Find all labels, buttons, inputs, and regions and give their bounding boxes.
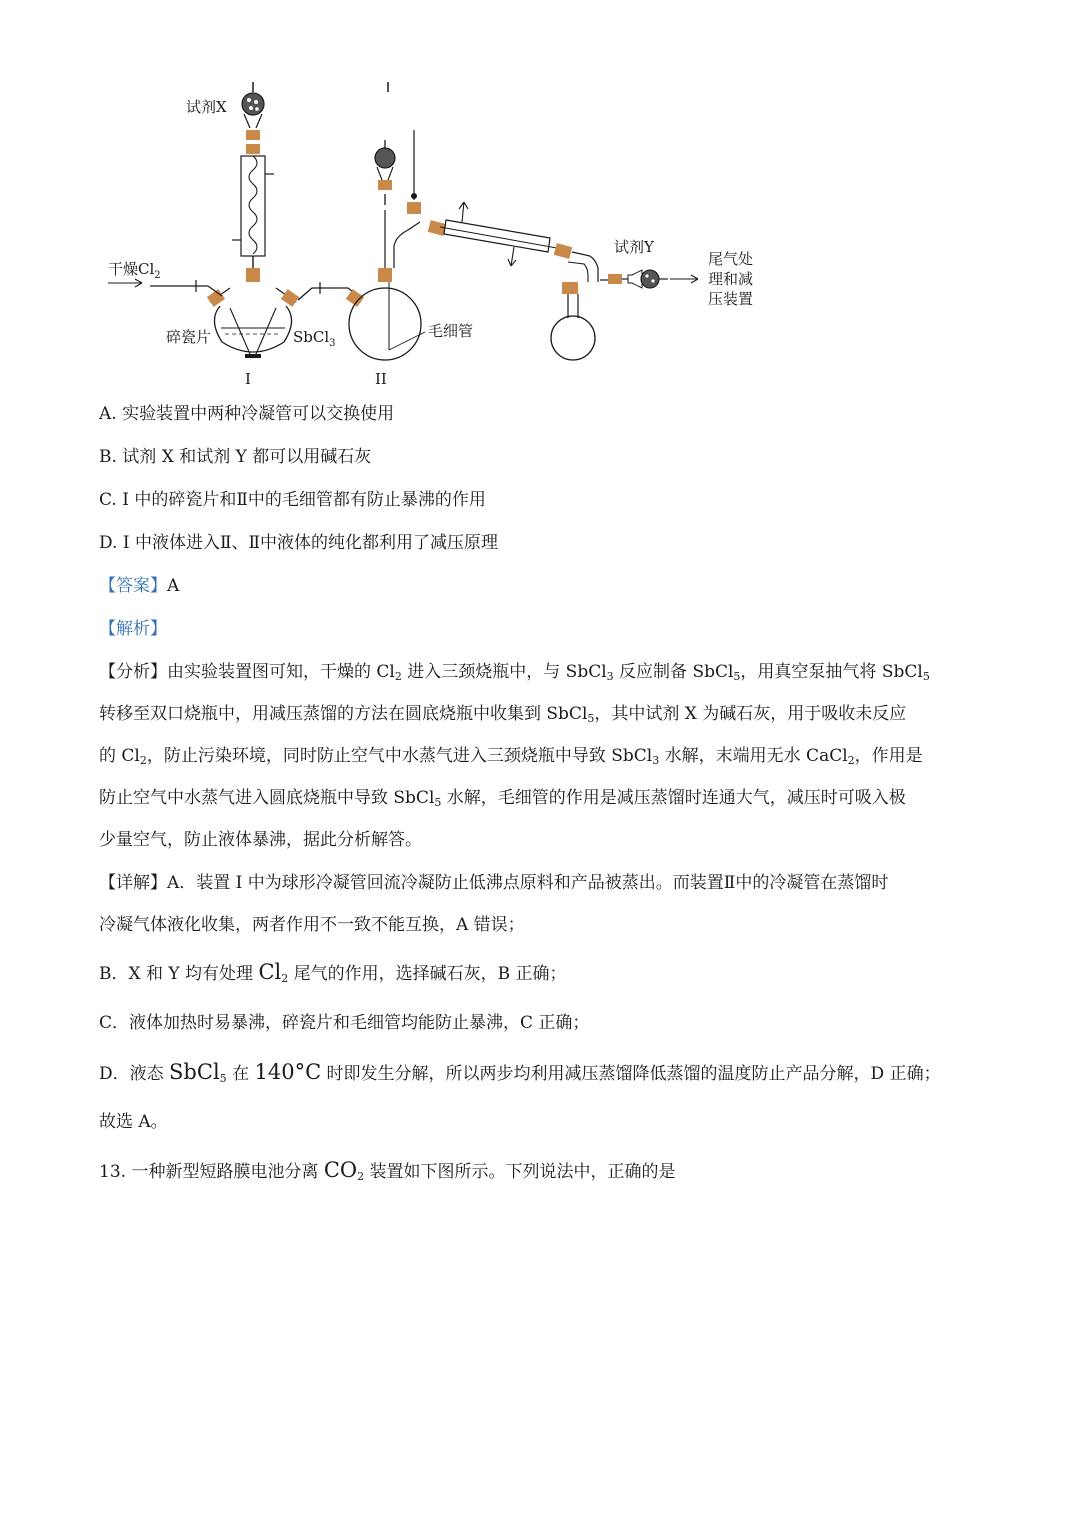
question-13: 13. 一种新型短路膜电池分离 $CO_2$ 装置如下图所示。下列说法中，正确的是 (99, 1158, 676, 1183)
three-neck-flask (108, 279, 299, 358)
detail-line-2: 冷凝气体液化收集，两者作用不一致不能互换，A 错误； (99, 915, 525, 935)
answer-value: A (167, 576, 180, 596)
receiving-flask (551, 274, 628, 360)
analysis-line-3: 的 $Cl_2$，防止污染环境，同时防止空气中水蒸气进入三颈烧瓶中导致 SbCl$_3$ 水解，末端用无水 CaCl$_2$，作用是 (99, 746, 923, 767)
answer-line (99, 574, 179, 598)
option-d: D. I 中液体进入Ⅱ、Ⅱ中液体的纯化都利用了减压原理 (99, 533, 499, 553)
analysis-line-5: 少量空气，防止液体暴沸，据此分析解答。 (99, 830, 422, 850)
analysis-line-1: 【分析】由实验装置图可知，干燥的 $Cl_2$ 进入三颈烧瓶中，与 SbCl$_3$ 反应制备 SbCl$_5$，用真空泵抽气将 SbCl$_5$ (99, 662, 930, 683)
analysis-line-4: 防止空气中水蒸气进入圆底烧瓶中导致 SbCl$_5$ 水解，毛细管的作用是减压蒸馏时连通大气，减压时可吸入极 (99, 788, 906, 809)
reagent-x-label: 试剂X (186, 98, 227, 116)
conclusion: 故选 A。 (99, 1112, 168, 1132)
porcelain-label: 碎瓷片 (166, 328, 212, 346)
connecting-tube (298, 282, 364, 307)
detail-line-1: 【详解】A．装置 I 中为球形冷凝管回流冷凝防止低沸点原料和产品被蒸出。而装置Ⅱ中的冷凝管在蒸馏时 (99, 873, 889, 893)
option-b: B. 试剂 X 和试剂 Y 都可以用碱石灰 (99, 447, 372, 467)
tail-gas-label-3: 压装置 (708, 290, 754, 308)
sbcl3-label: SbCl$_3$ (293, 328, 336, 349)
apparatus-label-ii: II (375, 370, 387, 388)
apparatus-label-i: I (245, 370, 251, 388)
capillary-label: 毛细管 (428, 322, 474, 340)
answer-label: 【答案】 (99, 576, 167, 596)
reagent-y-label: 试剂Y (614, 238, 654, 256)
drying-tube-y (628, 270, 698, 288)
analysis-line-2: 转移至双口烧瓶中，用减压蒸馏的方法在圆底烧瓶中收集到 SbCl$_5$，其中试剂 X 为碱石灰，用于吸收未反应 (99, 704, 907, 725)
reflux-condenser (232, 144, 274, 282)
straight-condenser (428, 202, 598, 282)
explanation-label: 【解析】 (99, 619, 167, 639)
apparatus-figure (90, 70, 810, 400)
tail-gas-label-2: 理和减 (708, 270, 754, 288)
detail-b: B．X 和 Y 均有处理 $Cl_2$ 尾气的作用，选择碱石灰，B 正确； (99, 960, 567, 985)
distillation-flask (349, 82, 425, 360)
detail-c: C．液体加热时易暴沸，碎瓷片和毛细管均能防止暴沸，C 正确； (99, 1013, 590, 1033)
option-c: C. I 中的碎瓷片和Ⅱ中的毛细管都有防止暴沸的作用 (99, 490, 486, 510)
option-a: A. 实验装置中两种冷凝管可以交换使用 (99, 404, 395, 424)
drying-tube-x (242, 82, 264, 140)
tail-gas-label-1: 尾气处 (708, 250, 754, 268)
detail-d: D．液态 SbCl$_5$ 在 140°C 时即发生分解，所以两步均利用减压蒸馏降低蒸馏的温度防止产品分解，D 正确； (99, 1060, 941, 1085)
dry-cl2-label: 干燥$Cl_2$ (108, 260, 161, 281)
